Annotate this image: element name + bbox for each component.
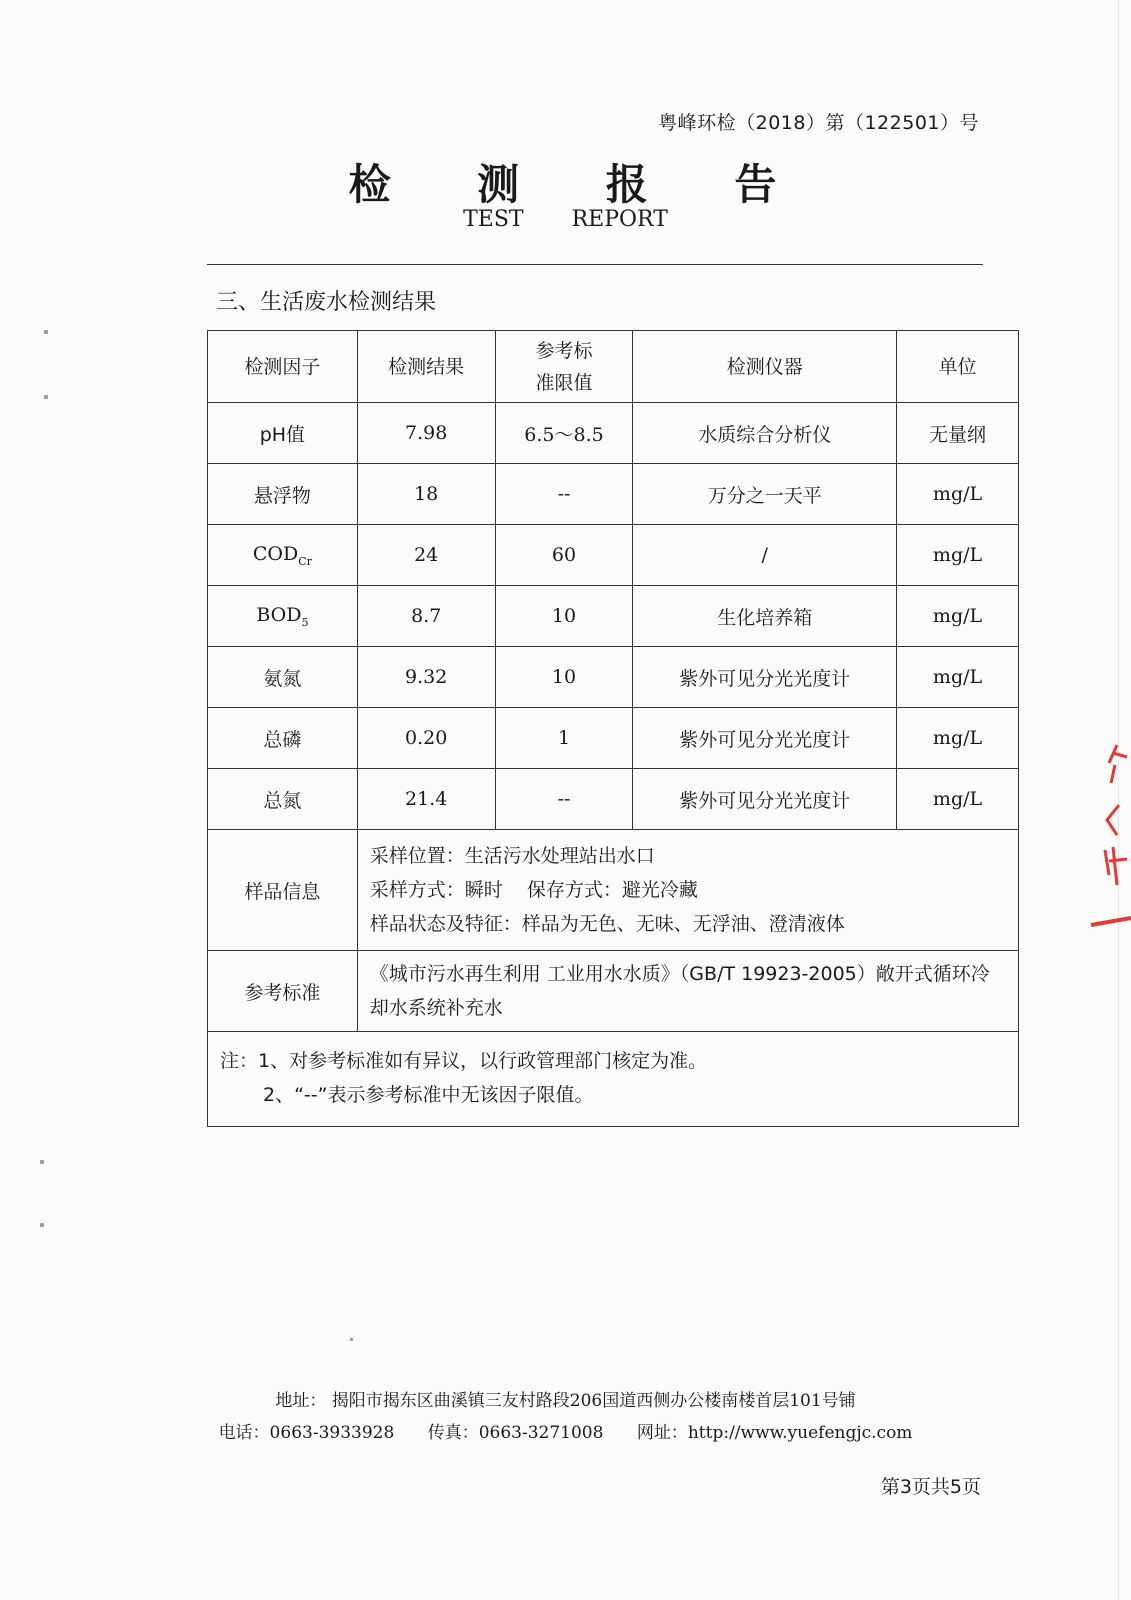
reference-standard-text: 《城市污水再生利用 工业用水水质》（GB/T 19923-2005）敞开式循环冷却水系统补充水 bbox=[357, 951, 1018, 1032]
page-number: 第3页共5页 bbox=[880, 1476, 981, 1498]
table-header-row bbox=[208, 331, 1019, 403]
note-1: 注：1、对参考标准如有异议，以行政管理部门核定为准。 bbox=[220, 1050, 708, 1072]
cell-instrument: 万分之一天平 bbox=[633, 464, 897, 525]
cell-result: 7.98 bbox=[357, 403, 495, 464]
cell-factor: 氨氮 bbox=[208, 647, 358, 708]
red-seal-partial bbox=[1087, 735, 1131, 945]
results-table bbox=[207, 330, 1019, 1127]
cell-unit: mg/L bbox=[897, 769, 1019, 830]
report-number: 粤峰环检（2018）第（122501）号 bbox=[658, 112, 979, 134]
cell-result: 21.4 bbox=[357, 769, 495, 830]
sample-info-label: 样品信息 bbox=[208, 830, 358, 951]
cell-factor: 总磷 bbox=[208, 708, 358, 769]
cell-factor: 悬浮物 bbox=[208, 464, 358, 525]
header-instrument: 检测仪器 bbox=[633, 331, 897, 403]
table-row bbox=[208, 647, 1019, 708]
cell-result: 9.32 bbox=[357, 647, 495, 708]
cell-unit: mg/L bbox=[897, 647, 1019, 708]
reference-standard-row bbox=[208, 951, 1019, 1032]
header-factor: 检测因子 bbox=[208, 331, 358, 403]
table-row bbox=[208, 769, 1019, 830]
cell-limit: -- bbox=[495, 464, 633, 525]
scan-speck bbox=[350, 1338, 353, 1341]
cell-unit: mg/L bbox=[897, 586, 1019, 647]
table-row bbox=[208, 464, 1019, 525]
factor-subscript: 5 bbox=[301, 615, 309, 629]
table-row bbox=[208, 586, 1019, 647]
cell-limit: 6.5～8.5 bbox=[495, 403, 633, 464]
footer-address: 地址： 揭阳市揭东区曲溪镇三友村路段206国道西侧办公楼南楼首层101号铺 bbox=[275, 1391, 856, 1411]
reference-standard-label: 参考标准 bbox=[208, 951, 358, 1032]
cell-limit: -- bbox=[495, 769, 633, 830]
cell-instrument: 紫外可见分光光度计 bbox=[633, 708, 897, 769]
scan-speck bbox=[44, 330, 48, 334]
cell-instrument: / bbox=[633, 525, 897, 586]
scan-speck bbox=[40, 1160, 44, 1164]
sample-info-body bbox=[357, 830, 1018, 951]
cell-unit: 无量纲 bbox=[897, 403, 1019, 464]
table-row bbox=[208, 525, 1019, 586]
sample-location: 采样位置：生活污水处理站出水口 bbox=[369, 845, 655, 867]
subtitle-test: TEST bbox=[463, 207, 524, 232]
footer-website: 网址：http://www.yuefengjc.com bbox=[636, 1423, 913, 1443]
table-row bbox=[208, 403, 1019, 464]
header-limit-line1: 参考标 bbox=[535, 339, 593, 362]
footer-phone: 电话：0663-3933928 bbox=[218, 1423, 395, 1443]
cell-instrument: 生化培养箱 bbox=[633, 586, 897, 647]
cell-result: 24 bbox=[357, 525, 495, 586]
footer-fax: 传真：0663-3271008 bbox=[427, 1423, 604, 1443]
cell-limit: 10 bbox=[495, 586, 633, 647]
factor-main: COD bbox=[252, 542, 299, 565]
cell-unit: mg/L bbox=[897, 525, 1019, 586]
sample-state: 样品状态及特征：样品为无色、无味、无浮油、澄清液体 bbox=[369, 913, 845, 935]
subtitle-report: REPORT bbox=[571, 207, 668, 232]
section-title: 三、生活废水检测结果 bbox=[216, 290, 437, 315]
table-row bbox=[208, 708, 1019, 769]
scan-speck bbox=[44, 395, 48, 399]
header-divider bbox=[207, 264, 983, 265]
cell-instrument: 紫外可见分光光度计 bbox=[633, 647, 897, 708]
cell-instrument: 水质综合分析仪 bbox=[633, 403, 897, 464]
sample-info-row bbox=[208, 830, 1019, 951]
note-2: 2、“--”表示参考标准中无该因子限值。 bbox=[263, 1084, 594, 1106]
header-unit: 单位 bbox=[897, 331, 1019, 403]
cell-result: 8.7 bbox=[357, 586, 495, 647]
cell-result: 18 bbox=[357, 464, 495, 525]
notes-row bbox=[208, 1032, 1019, 1127]
cell-factor bbox=[208, 586, 358, 647]
cell-factor: pH值 bbox=[208, 403, 358, 464]
header-limit bbox=[495, 331, 633, 403]
cell-factor bbox=[208, 525, 358, 586]
cell-limit: 10 bbox=[495, 647, 633, 708]
header-result: 检测结果 bbox=[357, 331, 495, 403]
sample-method: 采样方式：瞬时 保存方式：避光冷藏 bbox=[369, 879, 698, 901]
cell-unit: mg/L bbox=[897, 708, 1019, 769]
cell-factor: 总氮 bbox=[208, 769, 358, 830]
footer-contact bbox=[0, 1418, 1131, 1443]
cell-unit: mg/L bbox=[897, 464, 1019, 525]
cell-limit: 60 bbox=[495, 525, 633, 586]
factor-subscript: Cr bbox=[298, 554, 312, 568]
factor-main: BOD bbox=[256, 603, 302, 626]
cell-instrument: 紫外可见分光光度计 bbox=[633, 769, 897, 830]
scan-speck bbox=[40, 1223, 44, 1227]
cell-result: 0.20 bbox=[357, 708, 495, 769]
notes-cell bbox=[208, 1032, 1019, 1127]
cell-limit: 1 bbox=[495, 708, 633, 769]
report-title: 检 测 报 告 bbox=[348, 160, 813, 209]
header-limit-line2: 准限值 bbox=[535, 371, 593, 394]
report-subtitle bbox=[0, 207, 1131, 232]
